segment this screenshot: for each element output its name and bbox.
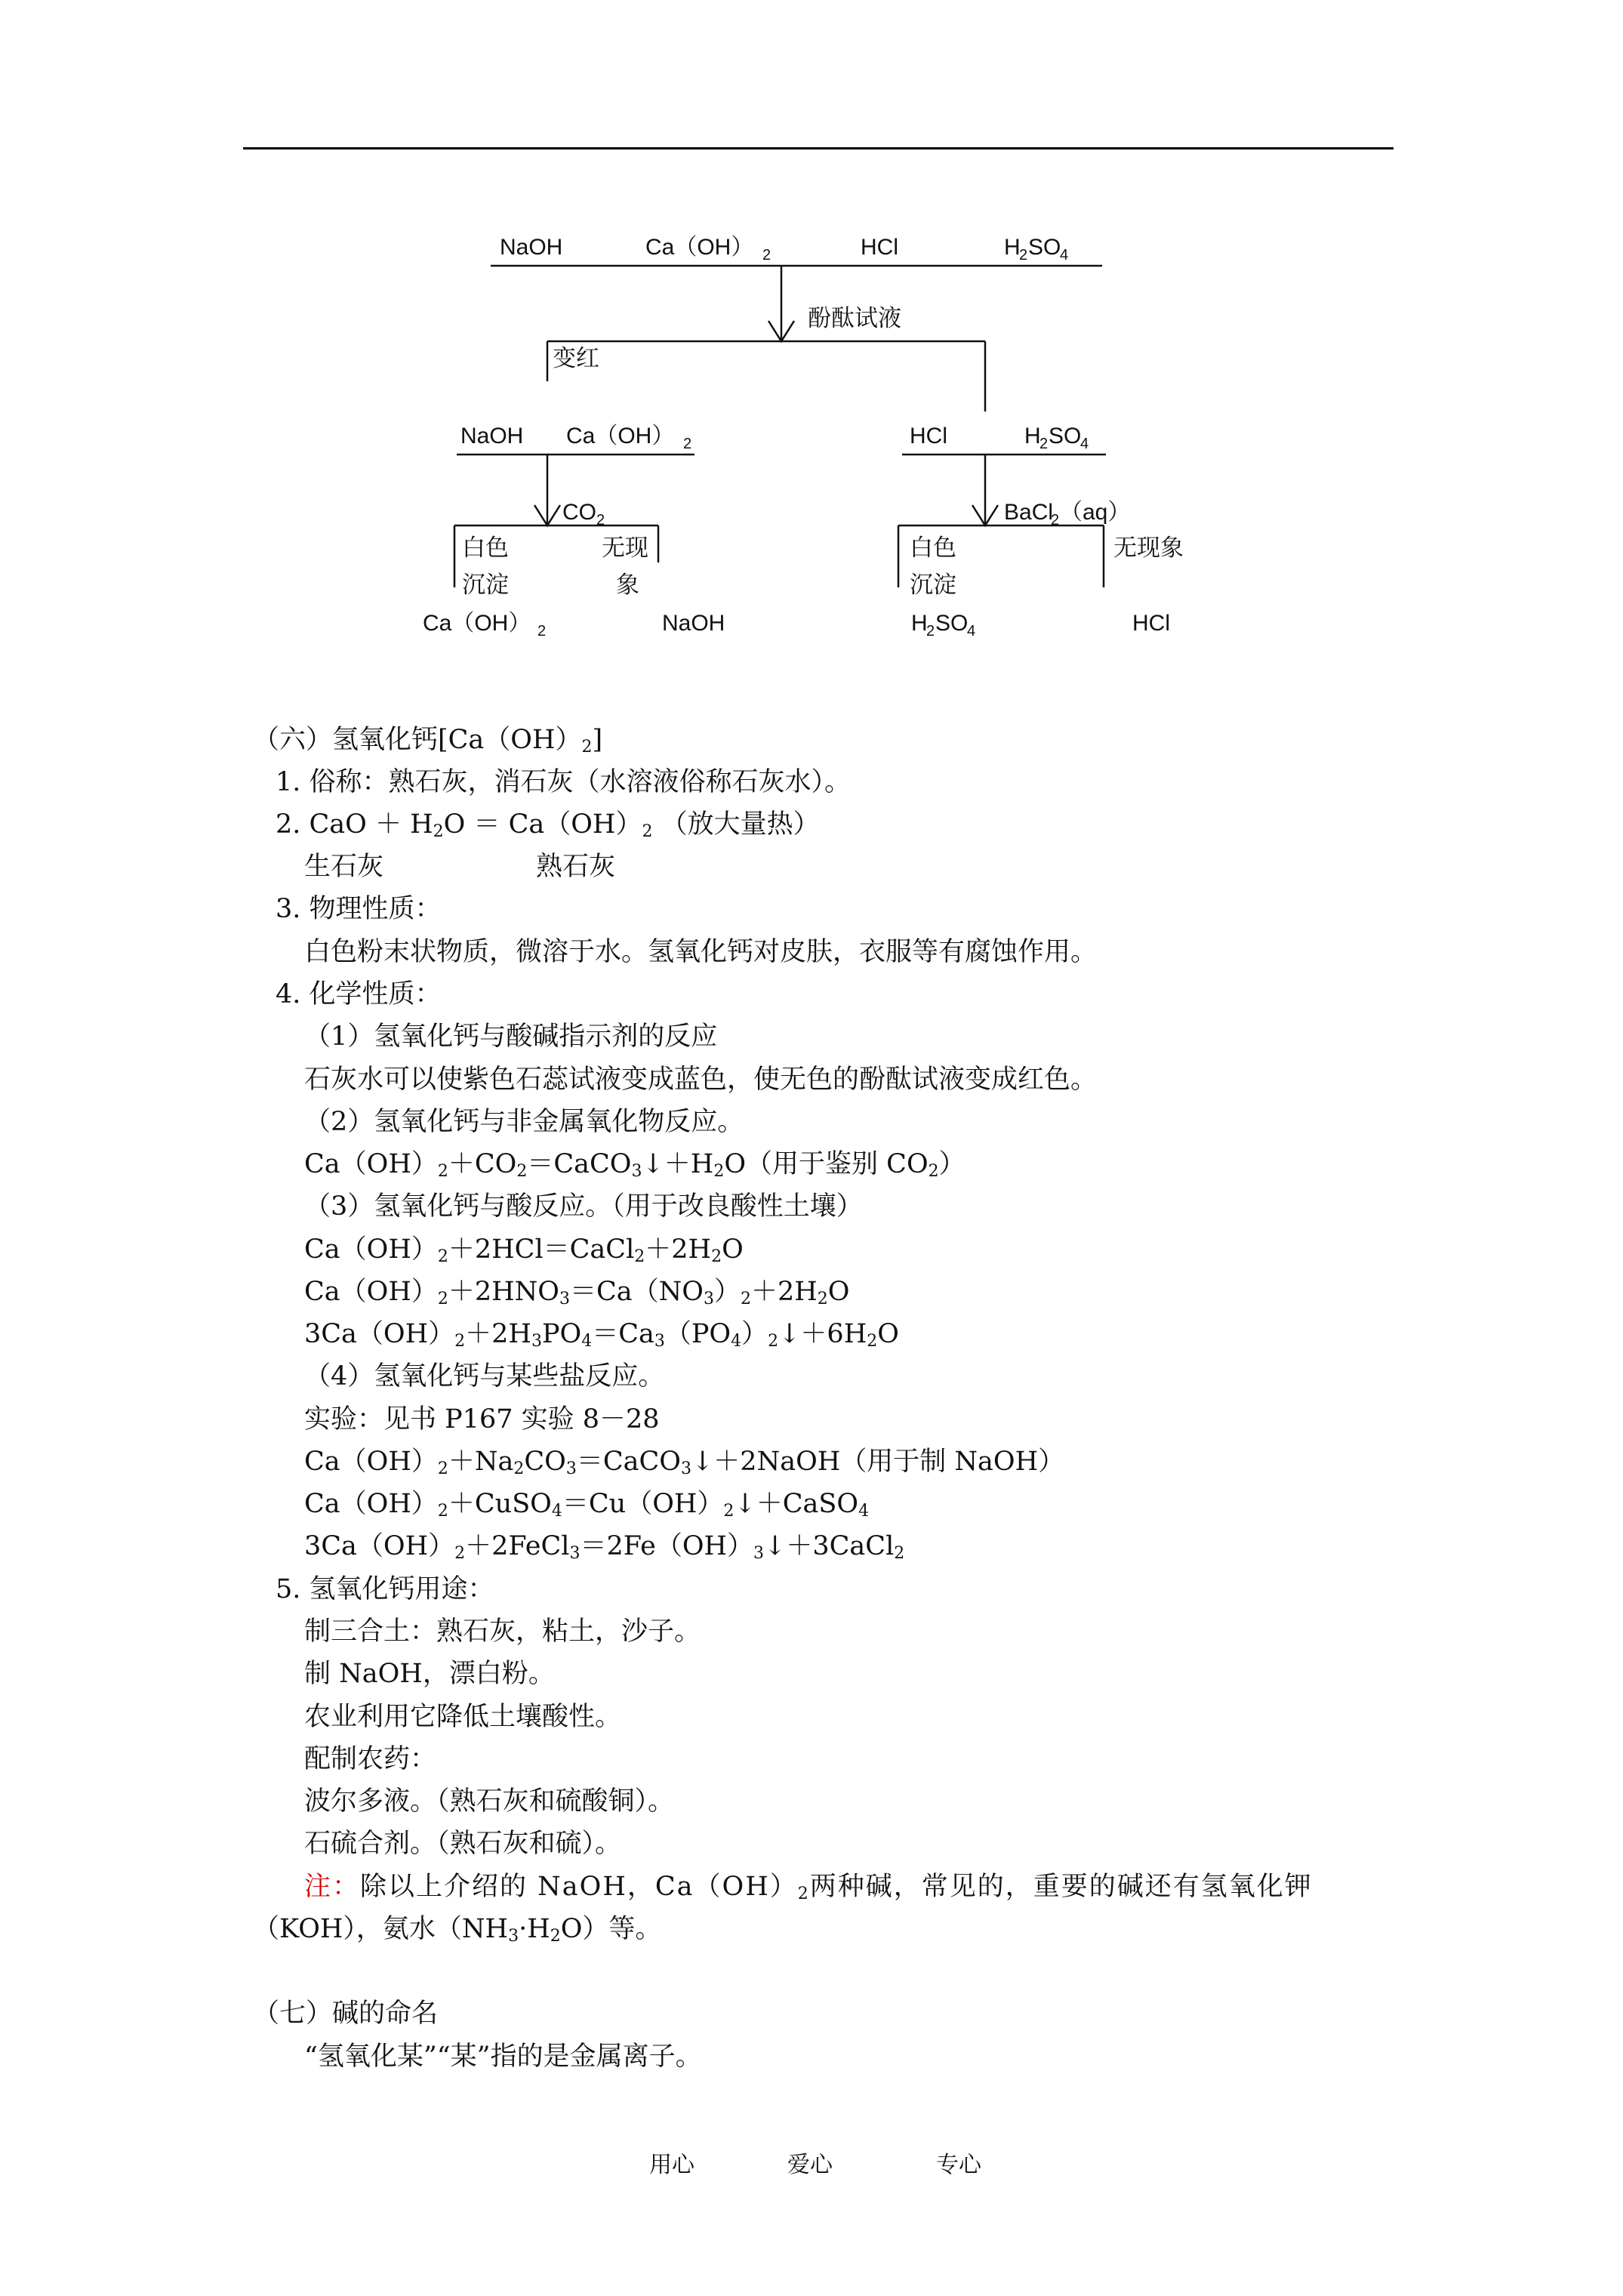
note-line-2: （KOH），氨水$(NH_3\cdot H_2O)$等。 [253, 1914, 662, 1946]
eq-co2: $Ca(OH)_2+CO_2=CaCO_3↓+H_2O$（用于鉴别 $CO_2$） [304, 1149, 965, 1181]
left-naoh: NaOH [460, 424, 524, 448]
c-salt: （4）氢氧化钙与某些盐反应。 [304, 1361, 665, 1391]
final-caoh2-sub: 2 [537, 623, 547, 639]
p-common-name: 1. 俗称：熟石灰，消石灰（水溶液俗称石灰水）。 [276, 767, 852, 797]
top-h: H [1004, 235, 1021, 260]
use-naoh: 制 NaOH，漂白粉。 [304, 1659, 555, 1689]
reagent-co2: CO [562, 500, 596, 525]
left-white: 白色 [462, 535, 509, 562]
reagent-bacl2-sub: 2 [1051, 512, 1060, 529]
eq-h3po4: $3Ca(OH)_2+2H_3PO_4=Ca_3(PO_4)_2↓+6H_2O$ [304, 1319, 899, 1351]
use-bordeaux: 波尔多液。（熟石灰和硫酸铜）。 [304, 1786, 675, 1817]
p-experiment: 实验：见书 P167 实验 8－28 [304, 1404, 660, 1435]
section7-title: （七）碱的命名 [253, 1999, 439, 2029]
top-caoh2-sub: 2 [762, 247, 771, 264]
eq-fecl3: $3Ca(OH)_2+2FeCl_3=2Fe(OH)_3↓+3CaCl_2$ [304, 1531, 905, 1563]
top-naoh: NaOH [500, 235, 563, 260]
p-physical-body: 白色粉末状物质，微溶于水。氢氧化钙对皮肤，衣服等有腐蚀作用。 [304, 937, 1098, 967]
right-precipitate: 沉淀 [910, 572, 956, 599]
final-h: H [911, 611, 928, 636]
p-reaction: 2. CaO ＋ $H_2O = Ca(OH)_2$ （放大量热） [276, 809, 820, 841]
top-so-sub: 4 [1060, 247, 1069, 264]
c-indicator-body: 石灰水可以使紫色石蕊试液变成蓝色，使无色的酚酞试液变成红色。 [304, 1065, 1098, 1095]
right-h-sub: 2 [1039, 436, 1049, 452]
final-caoh2: Ca（OH） [423, 611, 531, 636]
reagent-bacl2-aq: （aq） [1060, 500, 1131, 525]
section6-title: （六）氢氧化钙$[Ca(OH)_2]$ [253, 725, 603, 757]
p-physical: 3. 物理性质： [276, 894, 442, 924]
right-h: H [1024, 424, 1041, 448]
note-line-1: 注：除以上介绍的 NaOH，$Ca(OH)_2$两种碱，常见的，重要的碱还有氢氧化钾 [304, 1872, 1313, 1903]
top-so: SO [1028, 235, 1061, 260]
final-so-sub: 4 [967, 623, 976, 639]
footer-3: 专心 [936, 2152, 981, 2178]
right-so-sub: 4 [1080, 436, 1089, 452]
identification-flowchart [0, 0, 1623, 680]
note-label: 注： [304, 1872, 361, 1902]
label-quicklime: 生石灰 [304, 852, 384, 882]
left-no-change-1: 无现 [602, 535, 648, 562]
left-caoh2-sub: 2 [683, 436, 692, 452]
reagent-bacl2: BaCl [1004, 500, 1054, 525]
right-white: 白色 [910, 535, 956, 562]
footer-1: 用心 [649, 2152, 694, 2178]
p-uses: 5. 氢氧化钙用途： [276, 1574, 494, 1604]
right-so: SO [1049, 424, 1082, 448]
c-indicator: （1）氢氧化钙与酸碱指示剂的反应 [304, 1022, 718, 1052]
use-agriculture: 农业利用它降低土壤酸性。 [304, 1702, 622, 1732]
eq-na2co3: $Ca(OH)_2+Na_2CO_3=CaCO_3↓+2NaOH$（用于制 NaOH） [304, 1447, 1065, 1478]
left-caoh2: Ca（OH） [566, 424, 675, 448]
final-naoh: NaOH [662, 611, 725, 636]
reagent-phenolphthalein: 酚酞试液 [808, 305, 901, 332]
use-triple-soil: 制三合土：熟石灰，粘土，沙子。 [304, 1616, 701, 1647]
top-hcl: HCl [861, 235, 898, 260]
footer-2: 爱心 [787, 2152, 833, 2178]
top-h-sub: 2 [1019, 247, 1028, 264]
right-no-change: 无现象 [1113, 535, 1184, 562]
final-h-sub: 2 [926, 623, 935, 639]
branch-red: 变红 [553, 345, 599, 372]
final-so: SO [935, 611, 969, 636]
use-pesticide: 配制农药： [304, 1744, 437, 1774]
use-lime-sulfur: 石硫合剂。（熟石灰和硫）。 [304, 1829, 622, 1859]
reagent-co2-sub: 2 [596, 512, 605, 529]
left-precipitate: 沉淀 [462, 572, 509, 599]
c-acid: （3）氢氧化钙与酸反应。（用于改良酸性土壤） [304, 1191, 863, 1222]
c-nonmetal-oxide: （2）氢氧化钙与非金属氧化物反应。 [304, 1107, 744, 1137]
final-hcl: HCl [1132, 611, 1170, 636]
eq-cuso4: $Ca(OH)_2+CuSO_4=Cu(OH)_2↓+CaSO_4$ [304, 1489, 870, 1521]
top-caoh2: Ca（OH） [645, 235, 754, 260]
right-hcl: HCl [910, 424, 947, 448]
eq-hno3: $Ca(OH)_2+2HNO_3=Ca(NO_3)_2+2H_2O$ [304, 1277, 850, 1308]
p-chemical: 4. 化学性质： [276, 979, 442, 1009]
eq-hcl: $Ca(OH)_2+2HCl=CaCl_2+2H_2O$ [304, 1234, 744, 1266]
section7-body: “氢氧化某”“某”指的是金属离子。 [304, 2042, 702, 2072]
left-no-change-2: 象 [616, 572, 639, 599]
label-slaked-lime: 熟石灰 [536, 852, 616, 882]
